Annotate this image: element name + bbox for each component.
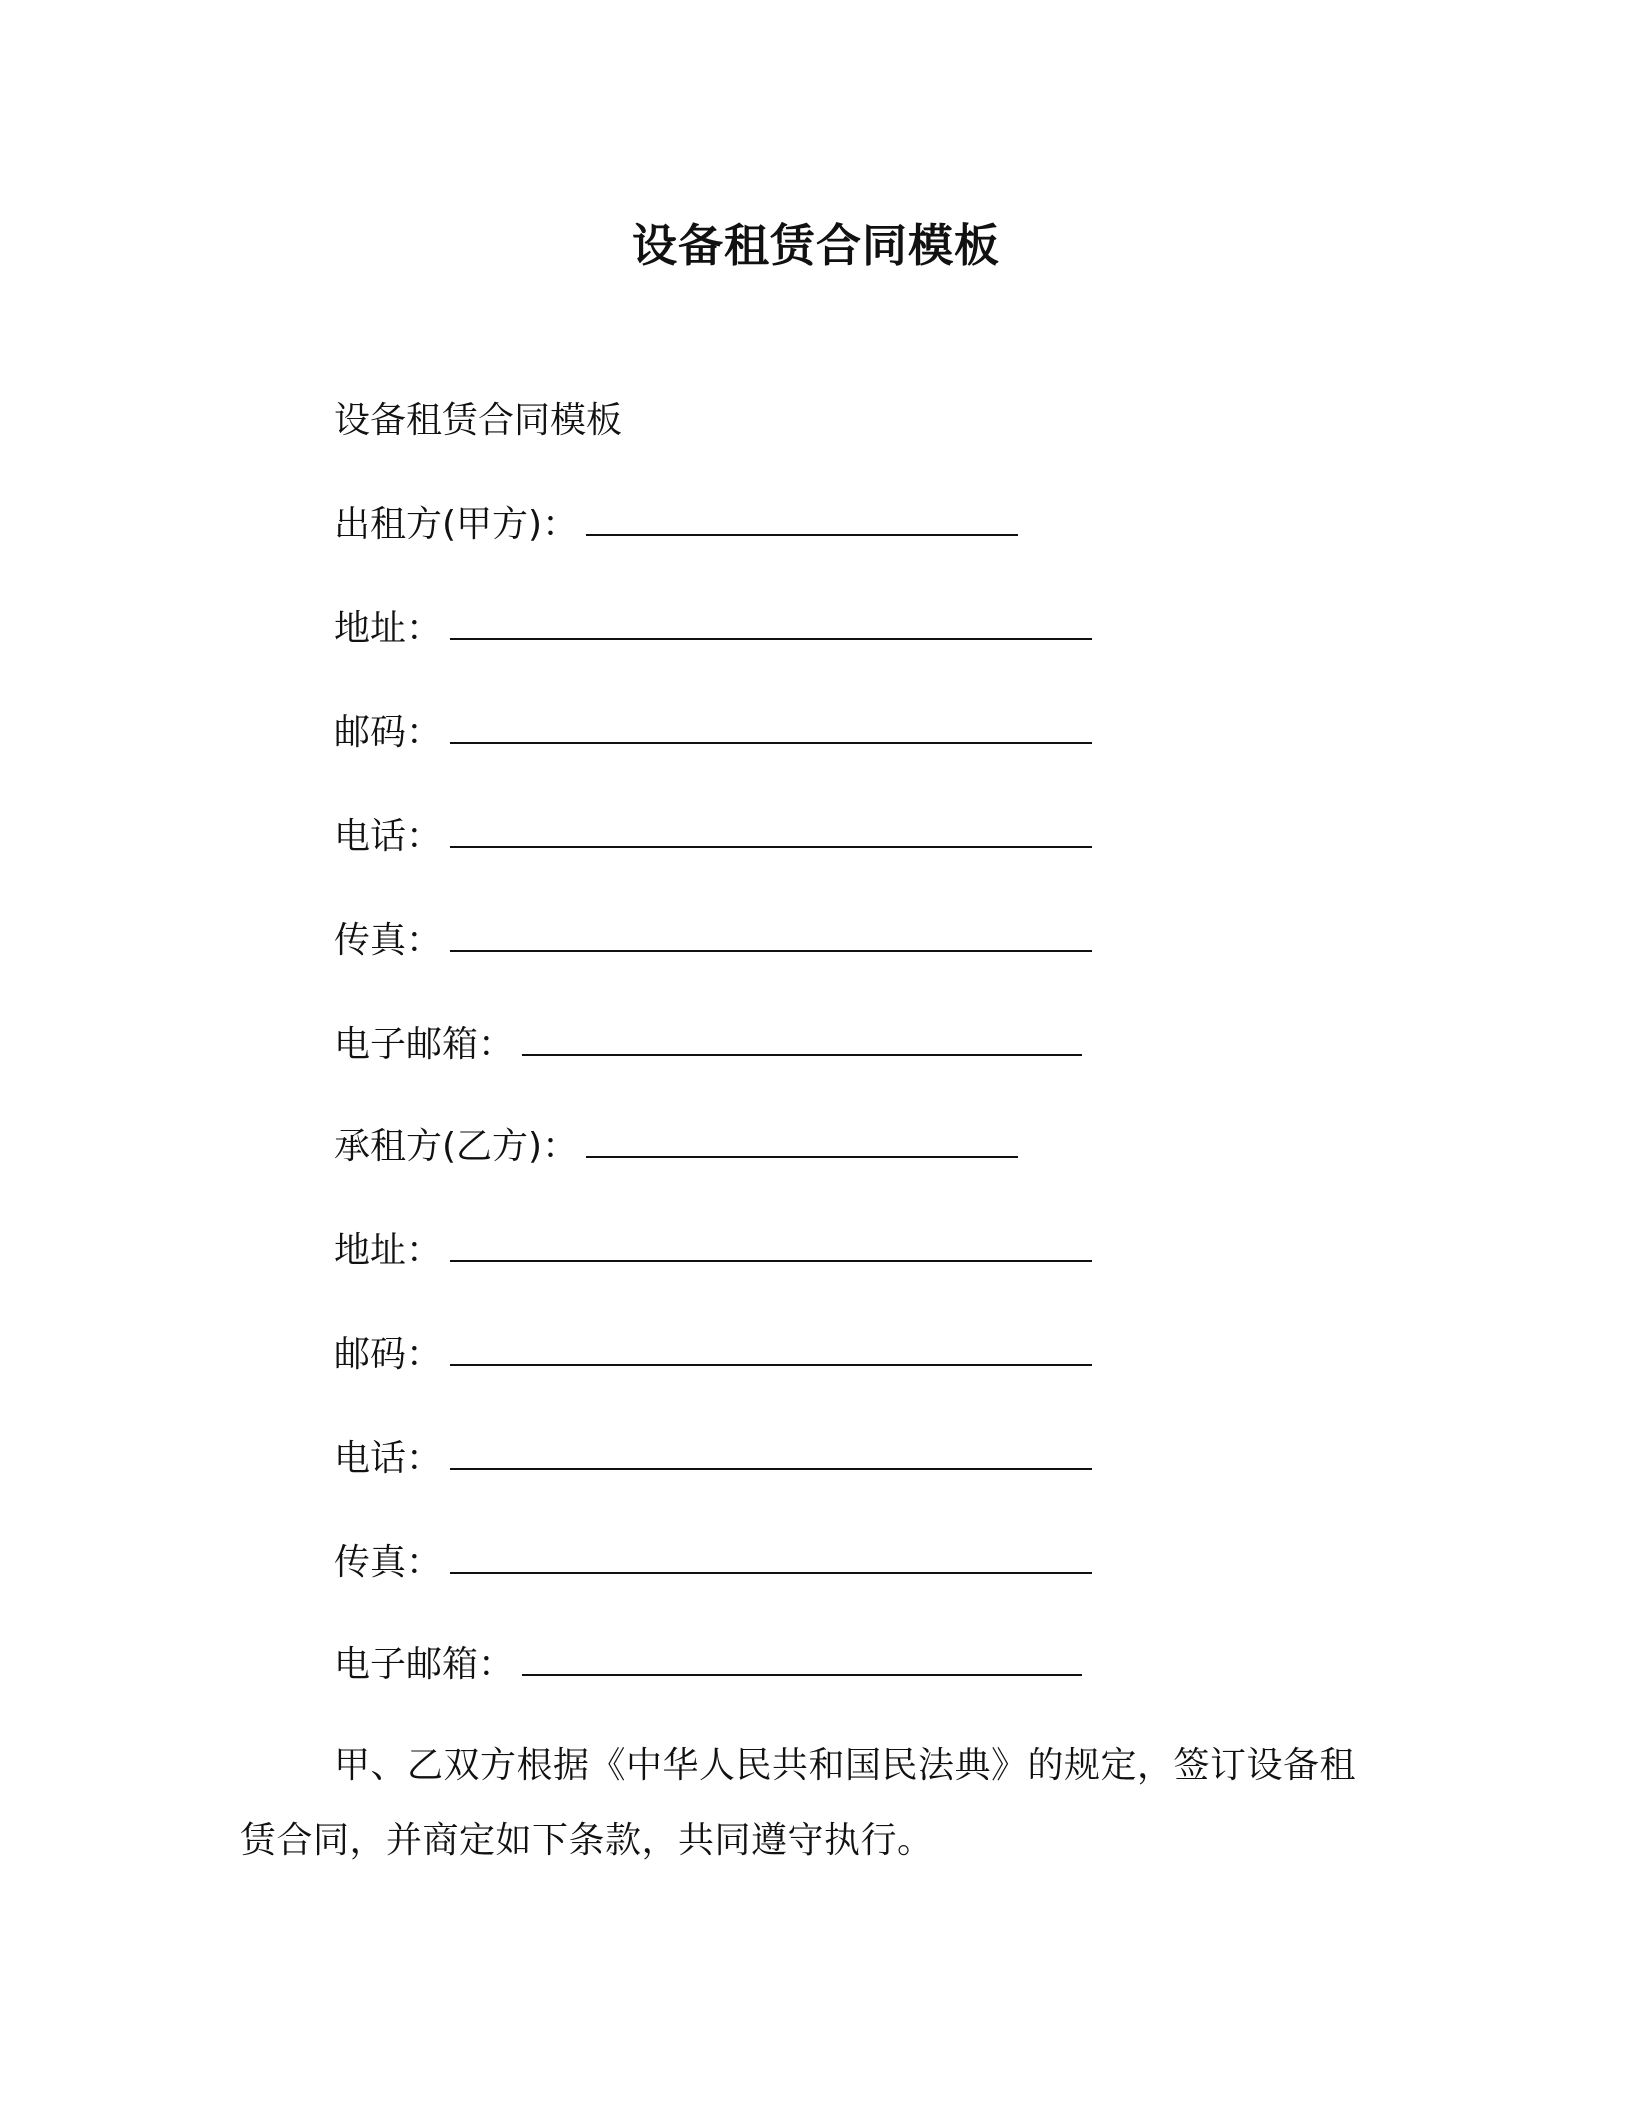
- lessor-address-blank[interactable]: [450, 632, 1092, 640]
- lessee-email-blank[interactable]: [522, 1668, 1082, 1676]
- lessee-phone-blank[interactable]: [450, 1462, 1092, 1470]
- lessee-postcode-label: 邮码：: [334, 1334, 443, 1375]
- lessor-phone-blank[interactable]: [450, 840, 1092, 848]
- lessor-name-blank[interactable]: [586, 528, 1018, 536]
- document-title: 设备租赁合同模板: [631, 219, 1000, 272]
- lessee-name-label: 承租方(乙方)：: [334, 1126, 579, 1167]
- lessor-address-row: [334, 606, 1092, 652]
- lessor-postcode-row: [334, 710, 1092, 756]
- lessee-name-row: [334, 1124, 1018, 1170]
- lessee-address-label: 地址：: [334, 1230, 443, 1271]
- lessee-phone-label: 电话：: [334, 1438, 443, 1479]
- lessor-postcode-blank[interactable]: [450, 736, 1092, 744]
- lessee-address-row: [334, 1228, 1092, 1274]
- lessor-fax-label: 传真：: [334, 920, 443, 961]
- lessee-postcode-blank[interactable]: [450, 1358, 1092, 1366]
- lessee-email-row: [334, 1642, 1082, 1688]
- lessee-fax-row: [334, 1540, 1092, 1586]
- lessee-phone-row: [334, 1436, 1092, 1482]
- preamble-paragraph: 甲、乙双方根据《中华人民共和国民法典》的规定，签订设备租赁合同，并商定如下条款，共同遵守执行。: [240, 1745, 1357, 1861]
- lessee-postcode-row: [334, 1332, 1092, 1378]
- lessor-email-blank[interactable]: [522, 1048, 1082, 1056]
- lessor-phone-label: 电话：: [334, 816, 443, 857]
- lessor-email-label: 电子邮箱：: [334, 1024, 515, 1065]
- lessor-address-label: 地址：: [334, 608, 443, 649]
- lessor-postcode-label: 邮码：: [334, 712, 443, 753]
- lessor-name-label: 出租方(甲方)：: [334, 504, 579, 545]
- lessor-email-row: [334, 1022, 1082, 1068]
- lessee-fax-label: 传真：: [334, 1542, 443, 1583]
- lessee-email-label: 电子邮箱：: [334, 1644, 515, 1685]
- lessor-name-row: [334, 502, 1018, 548]
- lessee-name-blank[interactable]: [586, 1150, 1018, 1158]
- lessor-phone-row: [334, 814, 1092, 860]
- lessee-address-blank[interactable]: [450, 1254, 1092, 1262]
- lessor-fax-blank[interactable]: [450, 944, 1092, 952]
- lessor-fax-row: [334, 918, 1092, 964]
- lessee-fax-blank[interactable]: [450, 1566, 1092, 1574]
- document-subtitle: 设备租赁合同模板: [334, 400, 623, 441]
